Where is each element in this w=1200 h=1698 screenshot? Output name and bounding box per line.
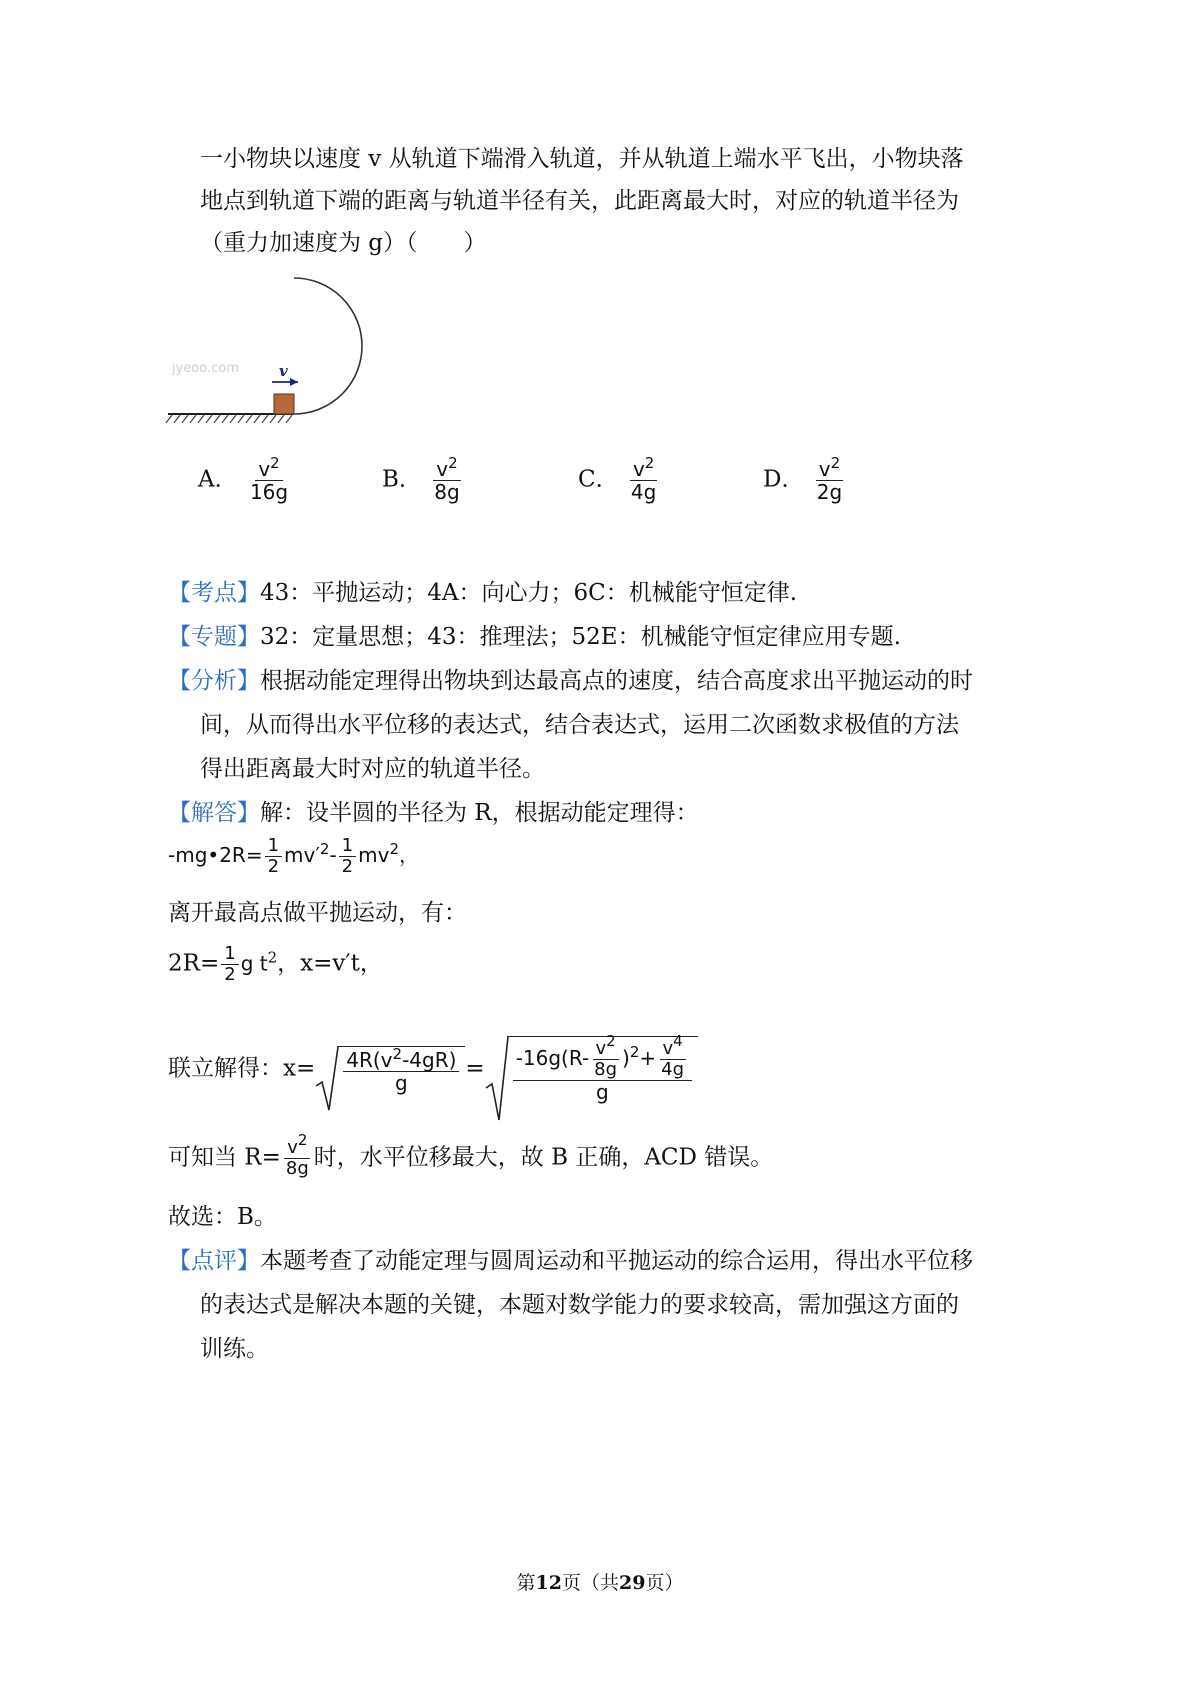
dianping-line-2: 的表达式是解决本题的关键，本题对数学能力的要求较高，需加强这方面的	[200, 1292, 959, 1318]
answer-choice: 故选：B。	[168, 1204, 277, 1230]
velocity-label: v	[279, 362, 288, 380]
option-b: B． $\frac{v^2}{8g}$	[382, 454, 460, 504]
ground-hatch	[166, 415, 292, 423]
equation-projectile: 2R= $\frac{1}{2}$ g $t^2$，x=v′t，	[168, 943, 383, 985]
block	[274, 394, 294, 414]
leave-top-line: 离开最高点做平抛运动，有：	[168, 900, 467, 926]
option-c: C． $\frac{v^2}{4g}$	[578, 454, 657, 504]
fenxi-line-1: 【分析】根据动能定理得出物块到达最高点的速度，结合高度求出平抛运动的时	[168, 668, 973, 694]
arrow-head	[290, 378, 298, 386]
zhuanti: 【专题】32：定量思想；43：推理法；52E：机械能守恒定律应用专题.	[168, 624, 901, 650]
dianping-line-3: 训练。	[200, 1336, 269, 1362]
sqrt-2: -16g(R- $\frac{v^2}{8g}$ )$^2$+ $\frac{v^4}{4g}$ g	[485, 1036, 698, 1103]
conclusion-line: 可知当 R= $\frac{v^2}{8g}$ 时，水平位移最大，故 B 正确，ACD 错误。	[168, 1131, 774, 1179]
question-line-2: 地点到轨道下端的距离与轨道半径有关，此距离最大时，对应的轨道半径为	[200, 188, 959, 214]
dianping-line-1: 【点评】本题考查了动能定理与圆周运动和平抛运动的综合运用，得出水平位移	[168, 1248, 973, 1274]
question-line-3: （重力加速度为 g）（ ）	[200, 230, 487, 256]
fenxi-line-2: 间，从而得出水平位移的表达式，结合表达式，运用二次函数求极值的方法	[200, 712, 959, 738]
question-line-1: 一小物块以速度 v 从轨道下端滑入轨道，并从轨道上端水平飞出，小物块落	[200, 146, 964, 172]
sqrt-1: $\frac{4R(v^2-4gR)}{g}$	[315, 1046, 465, 1094]
jieda-intro: 【解答】解：设半圆的半径为 R，根据动能定理得：	[168, 800, 699, 826]
track-figure	[162, 274, 402, 444]
equation-joint: 联立解得：x= $\frac{4R(v^2-4gR)}{g}$ = -16g(R- $\frac{v^2}{8g}$ )$^2$+ $\frac{v^4}{4g}$ g	[168, 1036, 698, 1103]
equation-energy: -mg•2R= $\frac{1}{2}$ $mv'^2-$ $\frac{1}{2}$ $mv^2$，	[168, 835, 419, 877]
option-a: A． $\frac{v^2}{16g}$	[198, 454, 289, 504]
watermark: jyeoo.com	[172, 361, 239, 376]
kaodian: 【考点】43：平抛运动；4A：向心力；6C：机械能守恒定律.	[168, 580, 798, 606]
page-footer: 第12页（共29页）	[516, 1572, 684, 1594]
fenxi-line-3: 得出距离最大时对应的轨道半径。	[200, 756, 545, 782]
option-d: D． $\frac{v^2}{2g}$	[763, 454, 843, 504]
semicircle-track	[294, 278, 362, 414]
